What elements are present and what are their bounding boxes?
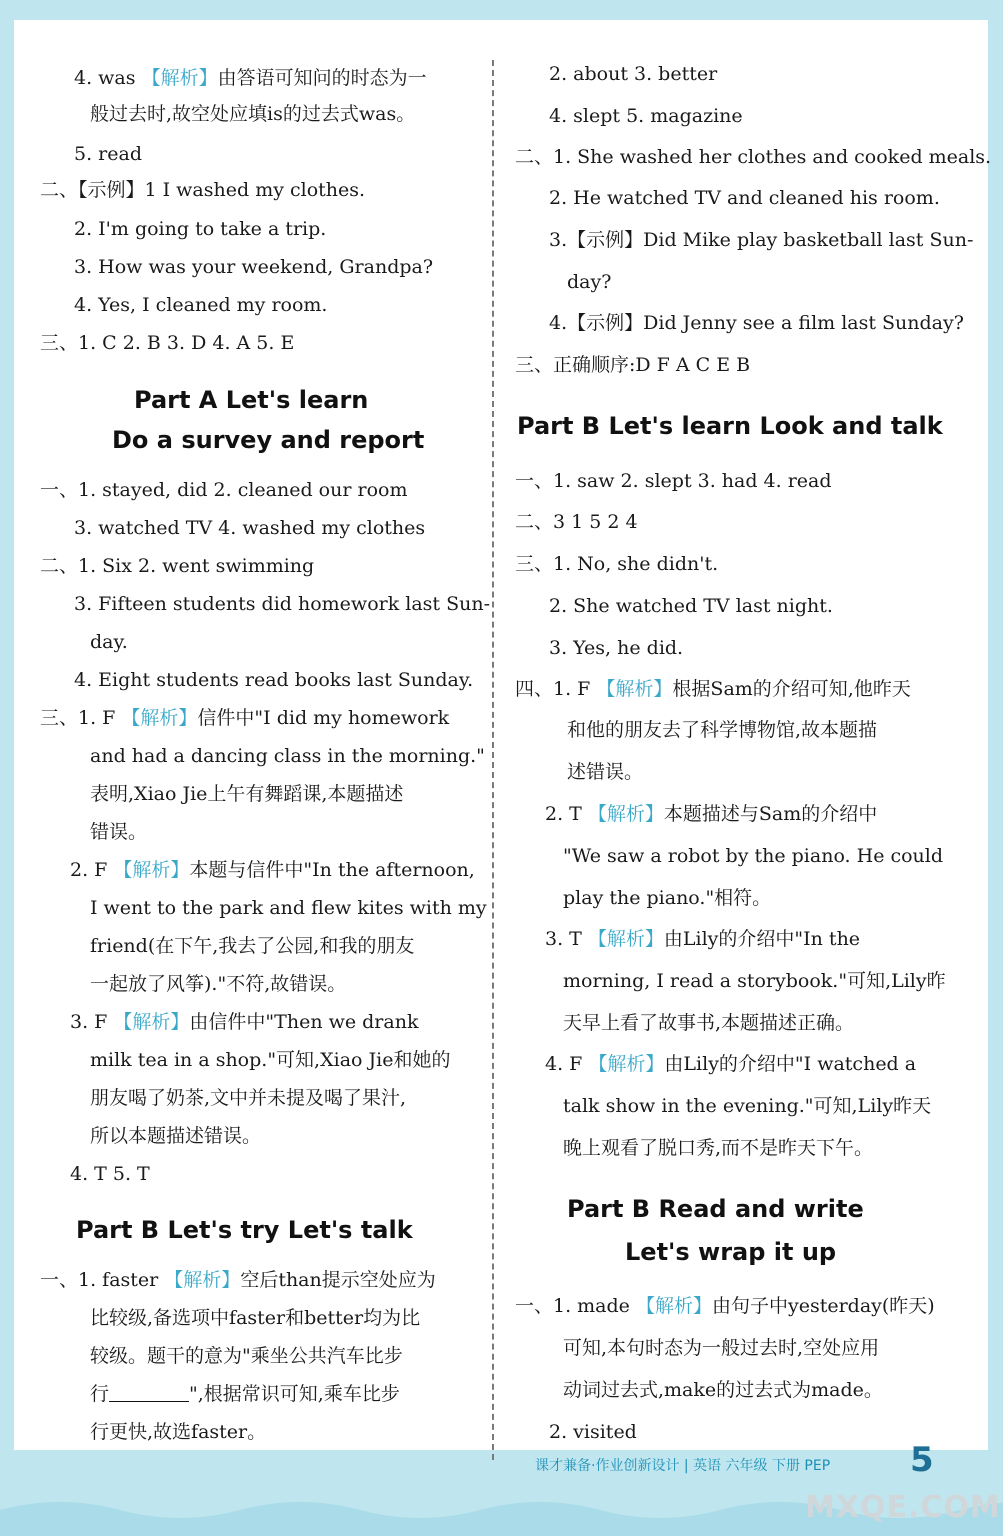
page-number: 5 [910,1440,934,1480]
answer-line: day. [90,631,128,653]
answer-line: 二、1. Six 2. went swimming [40,555,315,577]
answer-line: 4. was 【解析】由答语可知问的时态为一 [74,67,427,89]
fill-blank [109,1383,189,1402]
watermark: MXQE.COM [805,1490,1001,1525]
answer-line: 3. T 【解析】由Lily的介绍中"In the [545,928,861,950]
answer-line: 3. F 【解析】由信件中"Then we drank [70,1011,419,1033]
answer-line: friend(在下午,我去了公园,和我的朋友 [90,935,415,957]
answer-line: 一起放了风筝)."不符,故错误。 [90,973,347,995]
answer-line: 较级。题干的意为"乘坐公共汽车比步 [90,1345,403,1367]
answer-line: 2. visited [549,1421,637,1443]
answer-line: milk tea in a shop."可知,Xiao Jie和她的 [90,1049,451,1071]
answer-line: 和他的朋友去了科学博物馆,故本题描 [567,719,878,741]
answer-line: 比较级,备选项中faster和better均为比 [90,1307,421,1329]
answer-line: 所以本题描述错误。 [90,1125,262,1147]
answer-line: 般过去时,故空处应填is的过去式was。 [90,103,416,125]
answer-line: 晚上观看了脱口秀,而不是昨天下午。 [563,1137,874,1159]
answer-line: 3.【示例】Did Mike play basketball last Sun- [549,229,974,251]
answer-line: 3. watched TV 4. washed my clothes [74,517,426,539]
section-heading: Part A Let's learn [134,386,369,414]
answer-line: morning, I read a storybook."可知,Lily昨 [563,970,946,992]
answer-line: play the piano."相符。 [563,887,772,909]
answer-line: 一、1. made 【解析】由句子中yesterday(昨天) [515,1295,935,1317]
answer-line: I went to the park and flew kites with my [90,897,487,919]
section-heading: Do a survey and report [112,426,425,454]
answer-line: 可知,本句时态为一般过去时,空处应用 [563,1337,880,1359]
answer-page [14,20,992,1450]
answer-line: 天早上看了故事书,本题描述正确。 [563,1012,855,1034]
answer-line: 2. He watched TV and cleaned his room. [549,187,940,209]
answer-line: talk show in the evening."可知,Lily昨天 [563,1095,932,1117]
section-heading: Part B Let's learn Look and talk [517,412,943,440]
answer-line: 三、1. F 【解析】信件中"I did my homework [40,707,450,729]
answer-line: 错误。 [90,821,148,843]
answer-line: 2. I'm going to take a trip. [74,218,327,240]
answer-line: 2. about 3. better [549,63,718,85]
answer-line: 一、1. saw 2. slept 3. had 4. read [515,470,832,492]
answer-line: 朋友喝了奶茶,文中并未提及喝了果汁, [90,1087,407,1109]
answer-line: 2. She watched TV last night. [549,595,833,617]
answer-line: 2. T 【解析】本题描述与Sam的介绍中 [545,803,878,825]
answer-line: 一、1. faster 【解析】空后than提示空处应为 [40,1269,436,1291]
answer-line: 一、1. stayed, did 2. cleaned our room [40,479,408,501]
answer-line: 动词过去式,make的过去式为made。 [563,1379,883,1401]
answer-line: and had a dancing class in the morning." [90,745,485,767]
answer-line: 三、正确顺序:D F A C E B [515,354,751,376]
answer-line: 4. Yes, I cleaned my room. [74,294,328,316]
column-divider [492,60,494,1460]
answer-line: 表明,Xiao Jie上午有舞蹈课,本题描述 [90,783,404,805]
answer-line: day? [567,271,612,293]
answer-line: 3. How was your weekend, Grandpa? [74,256,434,278]
answer-line: 二、3 1 5 2 4 [515,511,638,533]
answer-line: 二、1. She washed her clothes and cooked meals. [515,146,992,168]
answer-line: 4. Eight students read books last Sunday. [74,669,474,691]
footer-series-label: 课才兼备·作业创新设计 | 英语 六年级 下册 PEP [535,1458,831,1474]
answer-line: 行更快,故选faster。 [90,1421,267,1443]
answer-line: 二、【示例】1 I washed my clothes. [40,179,366,201]
answer-line: 四、1. F 【解析】根据Sam的介绍可知,他昨天 [515,678,911,700]
answer-line: 4. F 【解析】由Lily的介绍中"I watched a [545,1053,917,1075]
answer-line: 3. Fifteen students did homework last Sun- [74,593,491,615]
answer-line: 2. F 【解析】本题与信件中"In the afternoon, [70,859,475,881]
answer-line: 4. T 5. T [70,1163,150,1185]
answer-line: 行 ",根据常识可知,乘车比步 [90,1383,400,1405]
section-heading: Part B Let's try Let's talk [76,1216,413,1244]
section-heading: Part B Read and write [567,1195,864,1223]
answer-line: 3. Yes, he did. [549,637,684,659]
section-heading: Let's wrap it up [625,1238,837,1266]
answer-line: 5. read [74,143,142,165]
answer-line: 三、1. C 2. B 3. D 4. A 5. E [40,332,295,354]
answer-line: 三、1. No, she didn't. [515,553,719,575]
answer-line: 述错误。 [567,761,644,783]
answer-line: 4. slept 5. magazine [549,105,743,127]
answer-line: "We saw a robot by the piano. He could [563,845,944,867]
answer-line: 4.【示例】Did Jenny see a film last Sunday? [549,312,964,334]
